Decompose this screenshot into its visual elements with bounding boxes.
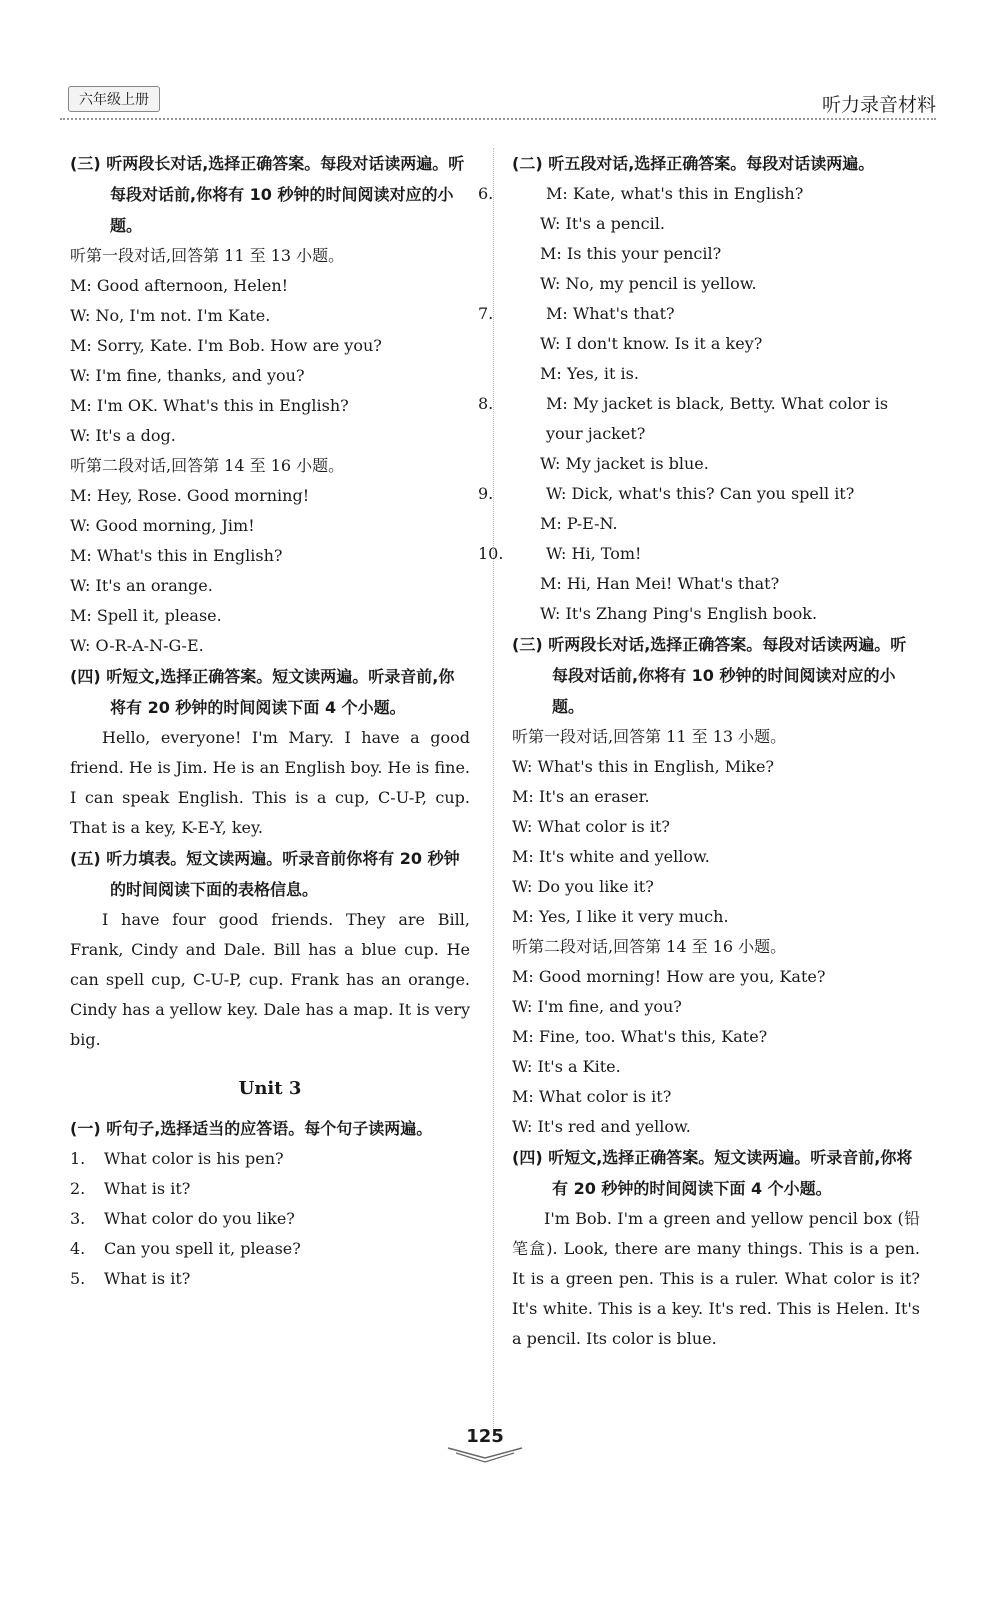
dialogue-line bbox=[512, 902, 920, 932]
question-first-line bbox=[478, 389, 920, 449]
speaker-label: M: bbox=[70, 336, 92, 355]
dialogue-text: It's red and yellow. bbox=[537, 1117, 691, 1136]
dialogue-text: No, I'm not. I'm Kate. bbox=[95, 306, 271, 325]
dialogue-text: Sorry, Kate. I'm Bob. How are you? bbox=[96, 336, 382, 355]
dialogue-line bbox=[512, 1082, 920, 1112]
speaker-label: W: bbox=[546, 484, 567, 503]
question-number: 7. bbox=[478, 304, 494, 323]
dialogue-text: What's this in English, Mike? bbox=[537, 757, 775, 776]
page-header bbox=[60, 80, 936, 120]
dialogue-line bbox=[512, 209, 920, 239]
speaker-label: W: bbox=[540, 604, 561, 623]
header-title: 听力录音材料 bbox=[821, 94, 936, 116]
passage: I'm Bob. I'm a green and yellow pencil box (铅笔盒). Look, there are many things. This is a pen. It is a green pen. This is a ruler. What color is it? It's white. This is a key. It's red. This is Helen. It's a pencil. Its color is blue. bbox=[512, 1209, 920, 1348]
dialogue-1 bbox=[512, 752, 920, 932]
speaker-label: M: bbox=[70, 546, 92, 565]
list-item bbox=[70, 1174, 470, 1204]
speaker-label: M: bbox=[512, 967, 534, 986]
dialogue-text: It's white and yellow. bbox=[538, 847, 710, 866]
dialogue-line bbox=[70, 631, 470, 661]
dialogue-text: Yes, I like it very much. bbox=[538, 907, 729, 926]
dialogue-text: I'm fine, and you? bbox=[537, 997, 682, 1016]
question-number: 8. bbox=[478, 394, 494, 413]
question-6 bbox=[478, 179, 920, 299]
dialogue-text: I'm OK. What's this in English? bbox=[96, 396, 349, 415]
question-first-line bbox=[478, 299, 920, 329]
dialogue-text: Dick, what's this? Can you spell it? bbox=[571, 484, 855, 503]
dialogue-text: My jacket is blue. bbox=[565, 454, 709, 473]
dialogue-line bbox=[70, 361, 470, 391]
dialogue-text: P-E-N. bbox=[566, 514, 618, 533]
question-first-line bbox=[478, 479, 920, 509]
dialogue-line bbox=[70, 481, 470, 511]
dialogue-line bbox=[70, 331, 470, 361]
dialogue-text: I don't know. Is it a key? bbox=[565, 334, 763, 353]
speaker-label: M: bbox=[512, 907, 534, 926]
header-divider bbox=[60, 118, 936, 120]
right-column bbox=[478, 148, 920, 1354]
section-title: (二) 听五段对话,选择正确答案。每段对话读两遍。 bbox=[512, 154, 875, 173]
dialogue-line bbox=[512, 599, 920, 629]
dialogue-text: No, my pencil is yellow. bbox=[565, 274, 757, 293]
dialogue-text: What color is it? bbox=[537, 817, 670, 836]
section-title: (四) 听短文,选择正确答案。短文读两遍。听录音前,你将有 20 秒钟的时间阅读下面 4 个小题。 bbox=[70, 667, 455, 717]
dialogue-line bbox=[512, 269, 920, 299]
speaker-label: W: bbox=[512, 817, 533, 836]
dialogue-intro: 听第一段对话,回答第 11 至 13 小题。 bbox=[512, 727, 787, 746]
question-10 bbox=[478, 539, 920, 629]
item-text: What is it? bbox=[104, 1179, 191, 1198]
question-first-line bbox=[478, 539, 920, 569]
dialogue-text: Hi, Han Mei! What's that? bbox=[566, 574, 780, 593]
speaker-label: M: bbox=[70, 486, 92, 505]
dialogue-text: What's this in English? bbox=[96, 546, 283, 565]
speaker-label: W: bbox=[70, 636, 91, 655]
speaker-label: M: bbox=[512, 1087, 534, 1106]
grade-tag: 六年级上册 bbox=[68, 86, 160, 112]
dialogue-line bbox=[512, 239, 920, 269]
dialogue-line bbox=[70, 511, 470, 541]
speaker-label: W: bbox=[512, 997, 533, 1016]
item-number: 1. bbox=[70, 1149, 86, 1168]
speaker-label: W: bbox=[546, 544, 567, 563]
speaker-label: W: bbox=[512, 757, 533, 776]
dialogue-text: Fine, too. What's this, Kate? bbox=[538, 1027, 768, 1046]
dialogue-line bbox=[512, 359, 920, 389]
dialogue-line bbox=[70, 271, 470, 301]
list-item bbox=[70, 1234, 470, 1264]
list-item bbox=[70, 1144, 470, 1174]
speaker-label: W: bbox=[540, 214, 561, 233]
dialogue-line bbox=[512, 962, 920, 992]
speaker-label: W: bbox=[512, 877, 533, 896]
dialogue-line bbox=[70, 421, 470, 451]
section-title: (四) 听短文,选择正确答案。短文读两遍。听录音前,你将有 20 秒钟的时间阅读下面 4 个小题。 bbox=[512, 1148, 913, 1198]
item-text: What is it? bbox=[104, 1269, 191, 1288]
dialogue-text: It's a dog. bbox=[95, 426, 176, 445]
dialogue-text: It's an orange. bbox=[95, 576, 213, 595]
speaker-label: M: bbox=[512, 847, 534, 866]
dialogue-text: What color is it? bbox=[538, 1087, 672, 1106]
unit-title: Unit 3 bbox=[238, 1078, 302, 1099]
speaker-label: M: bbox=[540, 244, 562, 263]
speaker-label: W: bbox=[540, 334, 561, 353]
dialogue-line bbox=[512, 1112, 920, 1142]
passage: I have four good friends. They are Bill, Frank, Cindy and Dale. Bill has a blue cup. He can spell cup, C-U-P, cup. Frank has an orange. Cindy has a yellow key. Dale has a map. It is very big. bbox=[70, 910, 470, 1049]
speaker-label: M: bbox=[546, 184, 568, 203]
dialogue-text: Do you like it? bbox=[537, 877, 654, 896]
dialogue-2 bbox=[512, 962, 920, 1142]
speaker-label: M: bbox=[70, 606, 92, 625]
dialogue-text: I'm fine, thanks, and you? bbox=[95, 366, 305, 385]
dialogue-text: O-R-A-N-G-E. bbox=[95, 636, 204, 655]
dialogue-2 bbox=[70, 481, 470, 661]
question-9 bbox=[478, 479, 920, 539]
dialogue-text: Kate, what's this in English? bbox=[572, 184, 804, 203]
dialogue-text: Yes, it is. bbox=[566, 364, 639, 383]
question-first-line bbox=[478, 179, 920, 209]
item-number: 4. bbox=[70, 1239, 86, 1258]
speaker-label: M: bbox=[70, 276, 92, 295]
dialogue-intro: 听第二段对话,回答第 14 至 16 小题。 bbox=[70, 456, 345, 475]
speaker-label: M: bbox=[70, 396, 92, 415]
dialogue-line bbox=[512, 1022, 920, 1052]
speaker-label: W: bbox=[540, 274, 561, 293]
dialogue-line bbox=[70, 301, 470, 331]
dialogue-line bbox=[512, 842, 920, 872]
speaker-label: M: bbox=[546, 304, 568, 323]
dialogue-text: Good afternoon, Helen! bbox=[96, 276, 289, 295]
speaker-label: M: bbox=[540, 514, 562, 533]
question-7 bbox=[478, 299, 920, 389]
column-divider bbox=[493, 148, 494, 1428]
question-number: 6. bbox=[478, 184, 494, 203]
dialogue-text: My jacket is black, Betty. What color is your jacket? bbox=[546, 394, 889, 443]
list-item bbox=[70, 1264, 470, 1294]
speaker-label: M: bbox=[512, 1027, 534, 1046]
speaker-label: W: bbox=[512, 1057, 533, 1076]
section-title: (五) 听力填表。短文读两遍。听录音前你将有 20 秒钟的时间阅读下面的表格信息。 bbox=[70, 849, 460, 899]
question-8 bbox=[478, 389, 920, 479]
item-number: 2. bbox=[70, 1179, 86, 1198]
speaker-label: W: bbox=[70, 366, 91, 385]
dialogue-text: Good morning, Jim! bbox=[95, 516, 255, 535]
dialogue-text: It's Zhang Ping's English book. bbox=[565, 604, 818, 623]
speaker-label: M: bbox=[540, 574, 562, 593]
dialogue-intro: 听第一段对话,回答第 11 至 13 小题。 bbox=[70, 246, 345, 265]
chevron-decoration-icon bbox=[440, 1446, 530, 1464]
dialogue-line bbox=[512, 449, 920, 479]
list-item bbox=[70, 1204, 470, 1234]
dialogue-line bbox=[512, 872, 920, 902]
dialogue-line bbox=[70, 541, 470, 571]
dialogue-text: Spell it, please. bbox=[96, 606, 222, 625]
speaker-label: W: bbox=[540, 454, 561, 473]
question-list bbox=[70, 1144, 470, 1294]
item-text: Can you spell it, please? bbox=[104, 1239, 301, 1258]
question-number: 9. bbox=[478, 484, 494, 503]
speaker-label: W: bbox=[70, 516, 91, 535]
dialogue-text: What's that? bbox=[572, 304, 675, 323]
dialogue-line bbox=[70, 571, 470, 601]
dialogue-line bbox=[70, 601, 470, 631]
dialogue-intro: 听第二段对话,回答第 14 至 16 小题。 bbox=[512, 937, 787, 956]
section-title: (三) 听两段长对话,选择正确答案。每段对话读两遍。听每段对话前,你将有 10 秒钟的时间阅读对应的小题。 bbox=[512, 635, 907, 716]
dialogue-text: It's a Kite. bbox=[537, 1057, 621, 1076]
dialogue-text: It's a pencil. bbox=[565, 214, 665, 233]
dialogue-line bbox=[512, 992, 920, 1022]
speaker-label: W: bbox=[70, 576, 91, 595]
dialogue-text: Is this your pencil? bbox=[566, 244, 722, 263]
dialogue-line bbox=[512, 509, 920, 539]
page-number: 125 bbox=[466, 1426, 504, 1447]
dialogue-line bbox=[70, 391, 470, 421]
dialogue-line bbox=[512, 752, 920, 782]
left-column bbox=[70, 148, 470, 1294]
dialogue-line bbox=[512, 569, 920, 599]
item-text: What color do you like? bbox=[104, 1209, 295, 1228]
question-number: 10. bbox=[478, 544, 504, 563]
speaker-label: W: bbox=[70, 426, 91, 445]
speaker-label: M: bbox=[546, 394, 568, 413]
dialogue-text: It's an eraser. bbox=[538, 787, 650, 806]
section-title: (三) 听两段长对话,选择正确答案。每段对话读两遍。听每段对话前,你将有 10 秒钟的时间阅读对应的小题。 bbox=[70, 154, 465, 235]
dialogue-1 bbox=[70, 271, 470, 451]
item-text: What color is his pen? bbox=[104, 1149, 284, 1168]
dialogue-line bbox=[512, 329, 920, 359]
speaker-label: M: bbox=[512, 787, 534, 806]
dialogue-text: Hi, Tom! bbox=[571, 544, 642, 563]
item-number: 3. bbox=[70, 1209, 86, 1228]
speaker-label: M: bbox=[540, 364, 562, 383]
dialogue-line bbox=[512, 782, 920, 812]
dialogue-text: Hey, Rose. Good morning! bbox=[96, 486, 310, 505]
section-title: (一) 听句子,选择适当的应答语。每个句子读两遍。 bbox=[70, 1119, 433, 1138]
speaker-label: W: bbox=[70, 306, 91, 325]
dialogue-line bbox=[512, 1052, 920, 1082]
dialogue-text: Good morning! How are you, Kate? bbox=[538, 967, 826, 986]
item-number: 5. bbox=[70, 1269, 86, 1288]
dialogue-line bbox=[512, 812, 920, 842]
speaker-label: W: bbox=[512, 1117, 533, 1136]
passage: Hello, everyone! I'm Mary. I have a good friend. He is Jim. He is an English boy. He is fine. I can speak English. This is a cup, C-U-P, cup. That is a key, K-E-Y, key. bbox=[70, 728, 470, 837]
